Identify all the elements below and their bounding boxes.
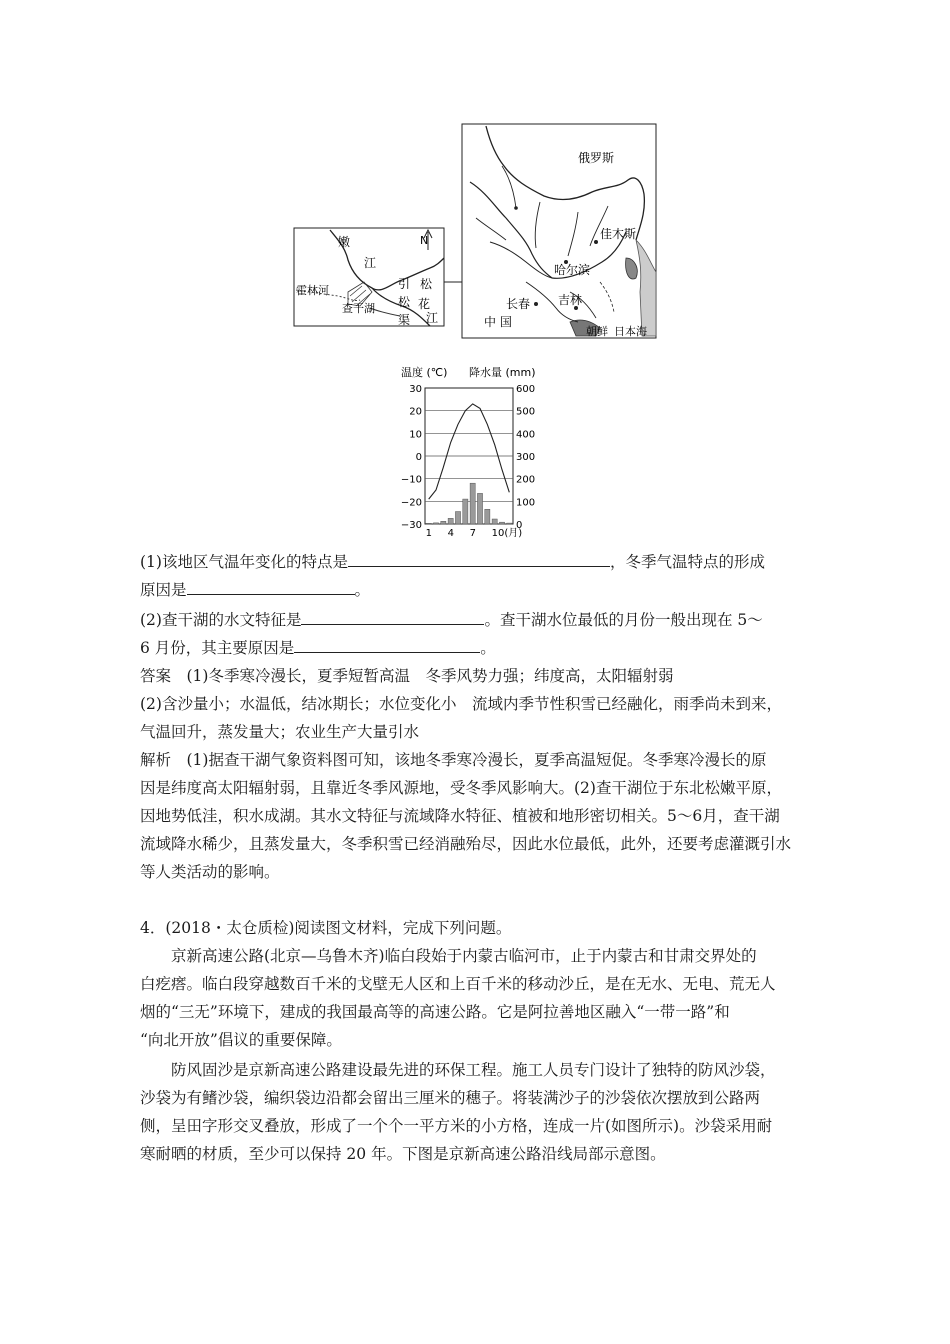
label-changchun: 长春 <box>506 297 531 311</box>
precipitation-bar <box>441 521 446 524</box>
x-tick-label: 10(月) <box>491 528 523 539</box>
q4-p2-line-2: 沙袋为有鳍沙袋，编织袋边沿都会留出三厘米的穗子。将装满沙子的沙袋依次摆放到公路两 <box>140 1089 761 1107</box>
question-4-paragraph-2 <box>140 1056 812 1168</box>
q4-p2-line-1: 防风固沙是京新高速公路建设最先进的环保工程。施工人员专门设计了独特的防风沙袋， <box>171 1061 776 1079</box>
q2-blank-1[interactable] <box>301 606 484 625</box>
x-tick-label: 4 <box>447 528 455 539</box>
question-4-heading: 4．(2018・太仓质检)阅读图文材料，完成下列问题。 <box>140 919 512 937</box>
question-4-paragraph-1 <box>140 942 812 1054</box>
q2-text-b: 。查干湖水位最低的月份一般出现在 5～ <box>484 611 763 629</box>
precipitation-bar <box>470 483 475 524</box>
label-korea: 朝鲜 <box>586 325 608 338</box>
x-tick-label: 7 <box>469 528 477 539</box>
y2-tick-label: 0 <box>516 520 523 531</box>
answer-line-1: 答案 (1)冬季寒冷漫长，夏季短暂高温 冬季风势力强；纬度高，太阳辐射弱 <box>140 667 674 685</box>
q2-text-d: 。 <box>480 639 496 657</box>
label-jiang1: 江 <box>364 256 377 270</box>
q4-p1-line-3: 烟的“三无”环境下，建成的我国最高等的高速公路。它是阿拉善地区融入“一带一路”和 <box>140 1003 730 1021</box>
label-yin: 引 <box>398 277 411 291</box>
precipitation-bar <box>455 512 460 524</box>
q2-text-a: (2)查干湖的水文特征是 <box>140 611 302 629</box>
precipitation-bar <box>477 493 482 524</box>
north-label: N <box>420 234 429 247</box>
y-tick-label: 30 <box>409 384 422 395</box>
label-sea: 日本海 <box>614 325 647 338</box>
precipitation-bar <box>448 518 453 524</box>
label-china: 中 国 <box>484 315 512 329</box>
y2-tick-label: 300 <box>516 452 536 463</box>
regional-map <box>462 124 656 338</box>
x-tick-label: 1 <box>425 528 433 539</box>
label-jiang2: 江 <box>426 311 439 325</box>
analysis-line-3: 因地势低洼，积水成湖。其水文特征与流域降水特征、植被和地形密切相关。5～6月，查干湖 <box>140 807 780 825</box>
map-figure <box>290 122 660 342</box>
analysis-line-2: 因是纬度高太阳辐射弱，且靠近冬季风源地，受冬季风影响大。(2)查干湖位于东北松嫩平原， <box>140 779 782 797</box>
q4-p2-line-3: 侧，呈田字形交叉叠放，形成了一个个一平方米的小方格，连成一片(如图所示)。沙袋采用耐 <box>140 1117 773 1135</box>
precipitation-bar <box>499 522 504 524</box>
label-nen: 嫩 <box>338 235 351 249</box>
q2-blank-2[interactable] <box>294 634 480 653</box>
q4-p1-line-1: 京新高速公路(北京—乌鲁木齐)临白段始于内蒙古临河市，止于内蒙古和甘肃交界处的 <box>171 947 757 965</box>
q4-p1-line-4: “向北开放”倡议的重要保障。 <box>140 1031 342 1049</box>
question-2 <box>140 606 812 662</box>
y-tick-label: 10 <box>409 429 422 441</box>
analysis-line-5: 等人类活动的影响。 <box>140 863 280 881</box>
q1-blank-1[interactable] <box>348 548 610 567</box>
analysis-line-1: 解析 (1)据查干湖气象资料图可知，该地冬季寒冷漫长，夏季高温短促。冬季寒冷漫长的原 <box>140 751 767 769</box>
q2-text-c: 6 月份，其主要原因是 <box>140 639 295 657</box>
y-tick-label: 0 <box>415 452 422 463</box>
label-russia: 俄罗斯 <box>578 151 615 165</box>
precipitation-bar <box>463 499 468 524</box>
y2-tick-label: 400 <box>516 429 536 441</box>
y-tick-label: −10 <box>400 474 422 486</box>
analysis-block <box>140 746 812 886</box>
label-jilin: 吉林 <box>558 293 583 307</box>
answer-line-2: (2)含沙量小；水温低，结冰期长；水位变化小 流域内季节性积雪已经融化，雨季尚未到来， <box>140 695 782 713</box>
answer-line-3: 气温回升，蒸发量大；农业生产大量引水 <box>140 723 420 741</box>
y2-axis-label: 降水量 (mm) <box>469 366 536 379</box>
y2-tick-label: 200 <box>516 474 536 486</box>
q1-blank-2[interactable] <box>187 576 355 595</box>
q4-p1-line-2: 白疙瘩。临白段穿越数百千米的戈壁无人区和上百千米的移动沙丘，是在无水、无电、荒无人 <box>140 975 776 993</box>
label-hua: 花 <box>418 297 431 311</box>
analysis-line-4: 流域降水稀少，且蒸发量大，冬季积雪已经消融殆尽，因此水位最低，此外，还要考虑灌溉引水 <box>140 835 792 853</box>
label-jiamusi: 佳木斯 <box>600 227 637 241</box>
y-axis-label: 温度 (℃) <box>401 366 448 379</box>
precipitation-bar <box>433 523 438 524</box>
y-tick-label: 20 <box>409 406 422 418</box>
answer-block <box>140 662 812 746</box>
label-qu: 渠 <box>398 313 411 327</box>
precipitation-bar <box>492 519 497 524</box>
climate-chart <box>395 362 555 546</box>
y2-tick-label: 500 <box>516 406 536 418</box>
y-tick-label: −30 <box>400 520 422 531</box>
q4-p2-line-4: 寒耐晒的材质，至少可以保持 20 年。下图是京新高速公路沿线局部示意图。 <box>140 1145 666 1163</box>
q1-text-b: ，冬季气温特点的形成 <box>609 553 765 571</box>
precipitation-bar <box>485 509 490 524</box>
q1-text-d: 。 <box>354 581 371 599</box>
q1-text-c: 原因是 <box>140 581 187 599</box>
label-chagan: 查干湖 <box>342 302 375 315</box>
label-huolin: 霍林河 <box>296 284 329 297</box>
question-1 <box>140 548 812 604</box>
label-song1: 松 <box>398 295 411 309</box>
temperature-line <box>429 404 510 499</box>
y2-tick-label: 600 <box>516 384 536 395</box>
precipitation-bar <box>426 523 431 524</box>
q1-text-a: (1)该地区气温年变化的特点是 <box>140 553 348 571</box>
label-harbin: 哈尔滨 <box>554 263 591 277</box>
inset-map <box>294 228 444 327</box>
precipitation-bar <box>507 523 512 524</box>
y-tick-label: −20 <box>400 497 422 509</box>
label-song2: 松 <box>420 277 433 291</box>
y2-tick-label: 100 <box>516 497 536 509</box>
